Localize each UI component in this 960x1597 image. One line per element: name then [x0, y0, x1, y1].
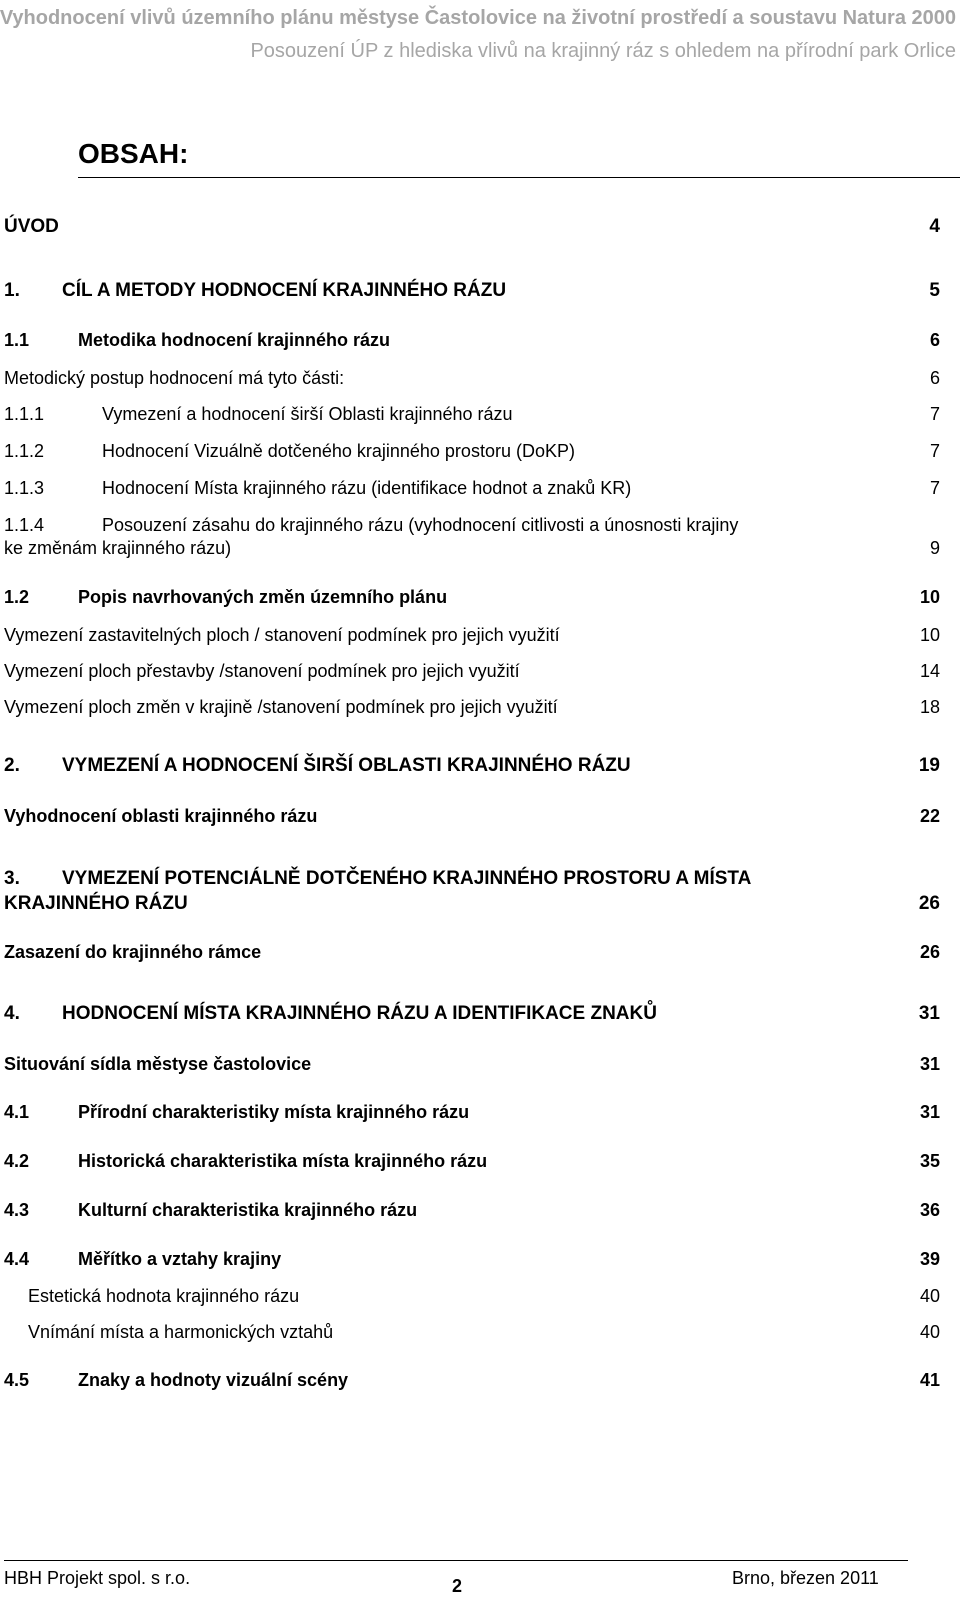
toc-page: 14 — [919, 661, 940, 681]
toc-number: 2. — [4, 755, 20, 776]
toc-label: Vymezení ploch změn v krajině /stanovení podmínek pro jejich využití — [4, 697, 558, 717]
toc-page: 19 — [918, 755, 940, 776]
toc-entry-4-5[interactable] — [4, 1369, 940, 1391]
running-header-title: Vyhodnocení vlivů územního plánu městyse Častolovice na životní prostředí a soustavu Natura 2000 — [0, 7, 956, 29]
toc-entry-esteticka-hodnota[interactable] — [4, 1285, 940, 1307]
toc-entry-plochy-zmen-krajine[interactable] — [4, 696, 940, 718]
toc-entry-1-1-3[interactable] — [4, 477, 940, 499]
toc-page: 31 — [919, 1102, 940, 1122]
toc-label: Hodnocení Místa krajinného rázu (identifikace hodnot a znaků KR) — [102, 478, 632, 498]
toc-label: Situování sídla městyse častolovice — [4, 1054, 312, 1074]
footer-page-number: 2 — [452, 1576, 463, 1596]
toc-page: 7 — [929, 441, 940, 461]
toc-number: 4.3 — [4, 1200, 30, 1220]
toc-label: CÍL A METODY HODNOCENÍ KRAJINNÉHO RÁZU — [62, 280, 507, 301]
toc-label-line2: ke změnám krajinného rázu) — [4, 538, 232, 558]
toc-entry-1-1-1[interactable] — [4, 403, 940, 425]
toc-label-line1: VYMEZENÍ POTENCIÁLNĚ DOTČENÉHO KRAJINNÉHO PROSTORU A MÍSTA — [62, 868, 752, 889]
running-header-subtitle: Posouzení ÚP z hlediska vlivů na krajinný ráz s ohledem na přírodní park Orlice — [250, 40, 956, 62]
toc-page: 31 — [919, 1054, 940, 1074]
toc-entry-metodicky-postup[interactable] — [4, 367, 940, 389]
toc-entry-vyhodnoceni-oblasti[interactable] — [4, 805, 940, 827]
footer-divider — [4, 1560, 908, 1561]
toc-label-line1: Posouzení zásahu do krajinného rázu (vyhodnocení citlivosti a únosnosti krajiny — [102, 515, 739, 535]
toc-entry-situovani-sidla[interactable] — [4, 1053, 940, 1075]
toc-page: 26 — [918, 893, 940, 914]
toc-title: OBSAH: — [78, 138, 189, 169]
toc-page: 36 — [919, 1200, 940, 1220]
toc-label: Metodika hodnocení krajinného rázu — [78, 330, 391, 350]
toc-page: 18 — [919, 697, 940, 717]
toc-entry-vnimani-mista[interactable] — [4, 1321, 940, 1343]
toc-number: 4.2 — [4, 1151, 30, 1171]
toc-page: 22 — [919, 806, 940, 826]
toc-page: 40 — [919, 1286, 940, 1306]
toc-entry-zasazeni[interactable] — [4, 941, 940, 963]
toc-page: 4 — [929, 216, 940, 237]
toc-label: Vyhodnocení oblasti krajinného rázu — [4, 806, 318, 826]
toc-number: 3. — [4, 868, 20, 889]
toc-label: Popis navrhovaných změn územního plánu — [78, 587, 448, 607]
toc-number: 1. — [4, 280, 20, 301]
toc-entry-4-2[interactable] — [4, 1150, 940, 1172]
toc-page: 6 — [929, 368, 940, 388]
toc-page: 39 — [919, 1249, 940, 1269]
toc-label: Metodický postup hodnocení má tyto části: — [4, 368, 345, 388]
title-divider — [78, 177, 960, 178]
toc-number: 4. — [4, 1003, 20, 1024]
toc-page: 9 — [929, 538, 940, 558]
toc-page: 41 — [919, 1370, 940, 1390]
toc-page: 40 — [919, 1322, 940, 1342]
toc-page: 26 — [919, 942, 940, 962]
toc-label: Znaky a hodnoty vizuální scény — [78, 1370, 349, 1390]
toc-page: 7 — [929, 404, 940, 424]
toc-page: 7 — [929, 478, 940, 498]
toc-label: Kulturní charakteristika krajinného rázu — [78, 1200, 418, 1220]
toc-page: 31 — [918, 1003, 940, 1024]
toc-entry-4-4[interactable] — [4, 1248, 940, 1270]
toc-label: Vymezení ploch přestavby /stanovení podmínek pro jejich využití — [4, 661, 520, 681]
toc-label: ÚVOD — [4, 216, 59, 237]
toc-number: 1.1 — [4, 330, 30, 350]
toc-entry-4[interactable] — [4, 1003, 940, 1025]
toc-page: 10 — [919, 587, 940, 607]
toc-entry-1-1-2[interactable] — [4, 440, 940, 462]
toc-number: 1.2 — [4, 587, 30, 607]
toc-entry-plochy-prestavby[interactable] — [4, 660, 940, 682]
toc-label: Vnímání místa a harmonických vztahů — [28, 1322, 334, 1342]
toc-entry-1-1[interactable] — [4, 329, 940, 351]
footer-place-date: Brno, březen 2011 — [732, 1568, 879, 1588]
toc-entry-zastavitelne-plochy[interactable] — [4, 624, 940, 646]
toc-entry-2[interactable] — [4, 755, 940, 777]
toc-label: Estetická hodnota krajinného rázu — [28, 1286, 300, 1306]
toc-page: 5 — [929, 280, 940, 301]
toc-entry-4-3[interactable] — [4, 1199, 940, 1221]
toc-entry-1-1-4[interactable] — [4, 514, 940, 560]
toc-entry-uvod[interactable] — [4, 216, 940, 238]
toc-entry-1[interactable] — [4, 280, 940, 302]
toc-label: VYMEZENÍ A HODNOCENÍ ŠIRŠÍ OBLASTI KRAJINNÉHO RÁZU — [62, 755, 631, 776]
toc-entry-3[interactable] — [4, 866, 940, 916]
toc-number: 1.1.2 — [4, 441, 45, 461]
toc-number: 4.5 — [4, 1370, 30, 1390]
toc-number: 1.1.3 — [4, 478, 45, 498]
toc-page: 10 — [919, 625, 940, 645]
toc-page: 6 — [929, 330, 940, 350]
toc-label-line2: KRAJINNÉHO RÁZU — [4, 893, 188, 914]
toc-number: 4.1 — [4, 1102, 30, 1122]
footer-company: HBH Projekt spol. s r.o. — [4, 1568, 191, 1588]
toc-entry-1-2[interactable] — [4, 586, 940, 608]
toc-label: Vymezení a hodnocení širší Oblasti krajinného rázu — [102, 404, 513, 424]
toc-number: 1.1.1 — [4, 404, 45, 424]
toc-entry-4-1[interactable] — [4, 1101, 940, 1123]
toc-label: Zasazení do krajinného rámce — [4, 942, 262, 962]
toc-label: Hodnocení Vizuálně dotčeného krajinného prostoru (DoKP) — [102, 441, 575, 461]
toc-label: Přírodní charakteristiky místa krajinného rázu — [78, 1102, 470, 1122]
toc-page: 35 — [919, 1151, 940, 1171]
toc-number: 4.4 — [4, 1249, 30, 1269]
toc-label: Historická charakteristika místa krajinného rázu — [78, 1151, 488, 1171]
toc-label: Vymezení zastavitelných ploch / stanovení podmínek pro jejich využití — [4, 625, 560, 645]
toc-label: Měřítko a vztahy krajiny — [78, 1249, 282, 1269]
toc-label: HODNOCENÍ MÍSTA KRAJINNÉHO RÁZU A IDENTIFIKACE ZNAKŮ — [62, 1003, 657, 1024]
toc-number: 1.1.4 — [4, 515, 45, 535]
